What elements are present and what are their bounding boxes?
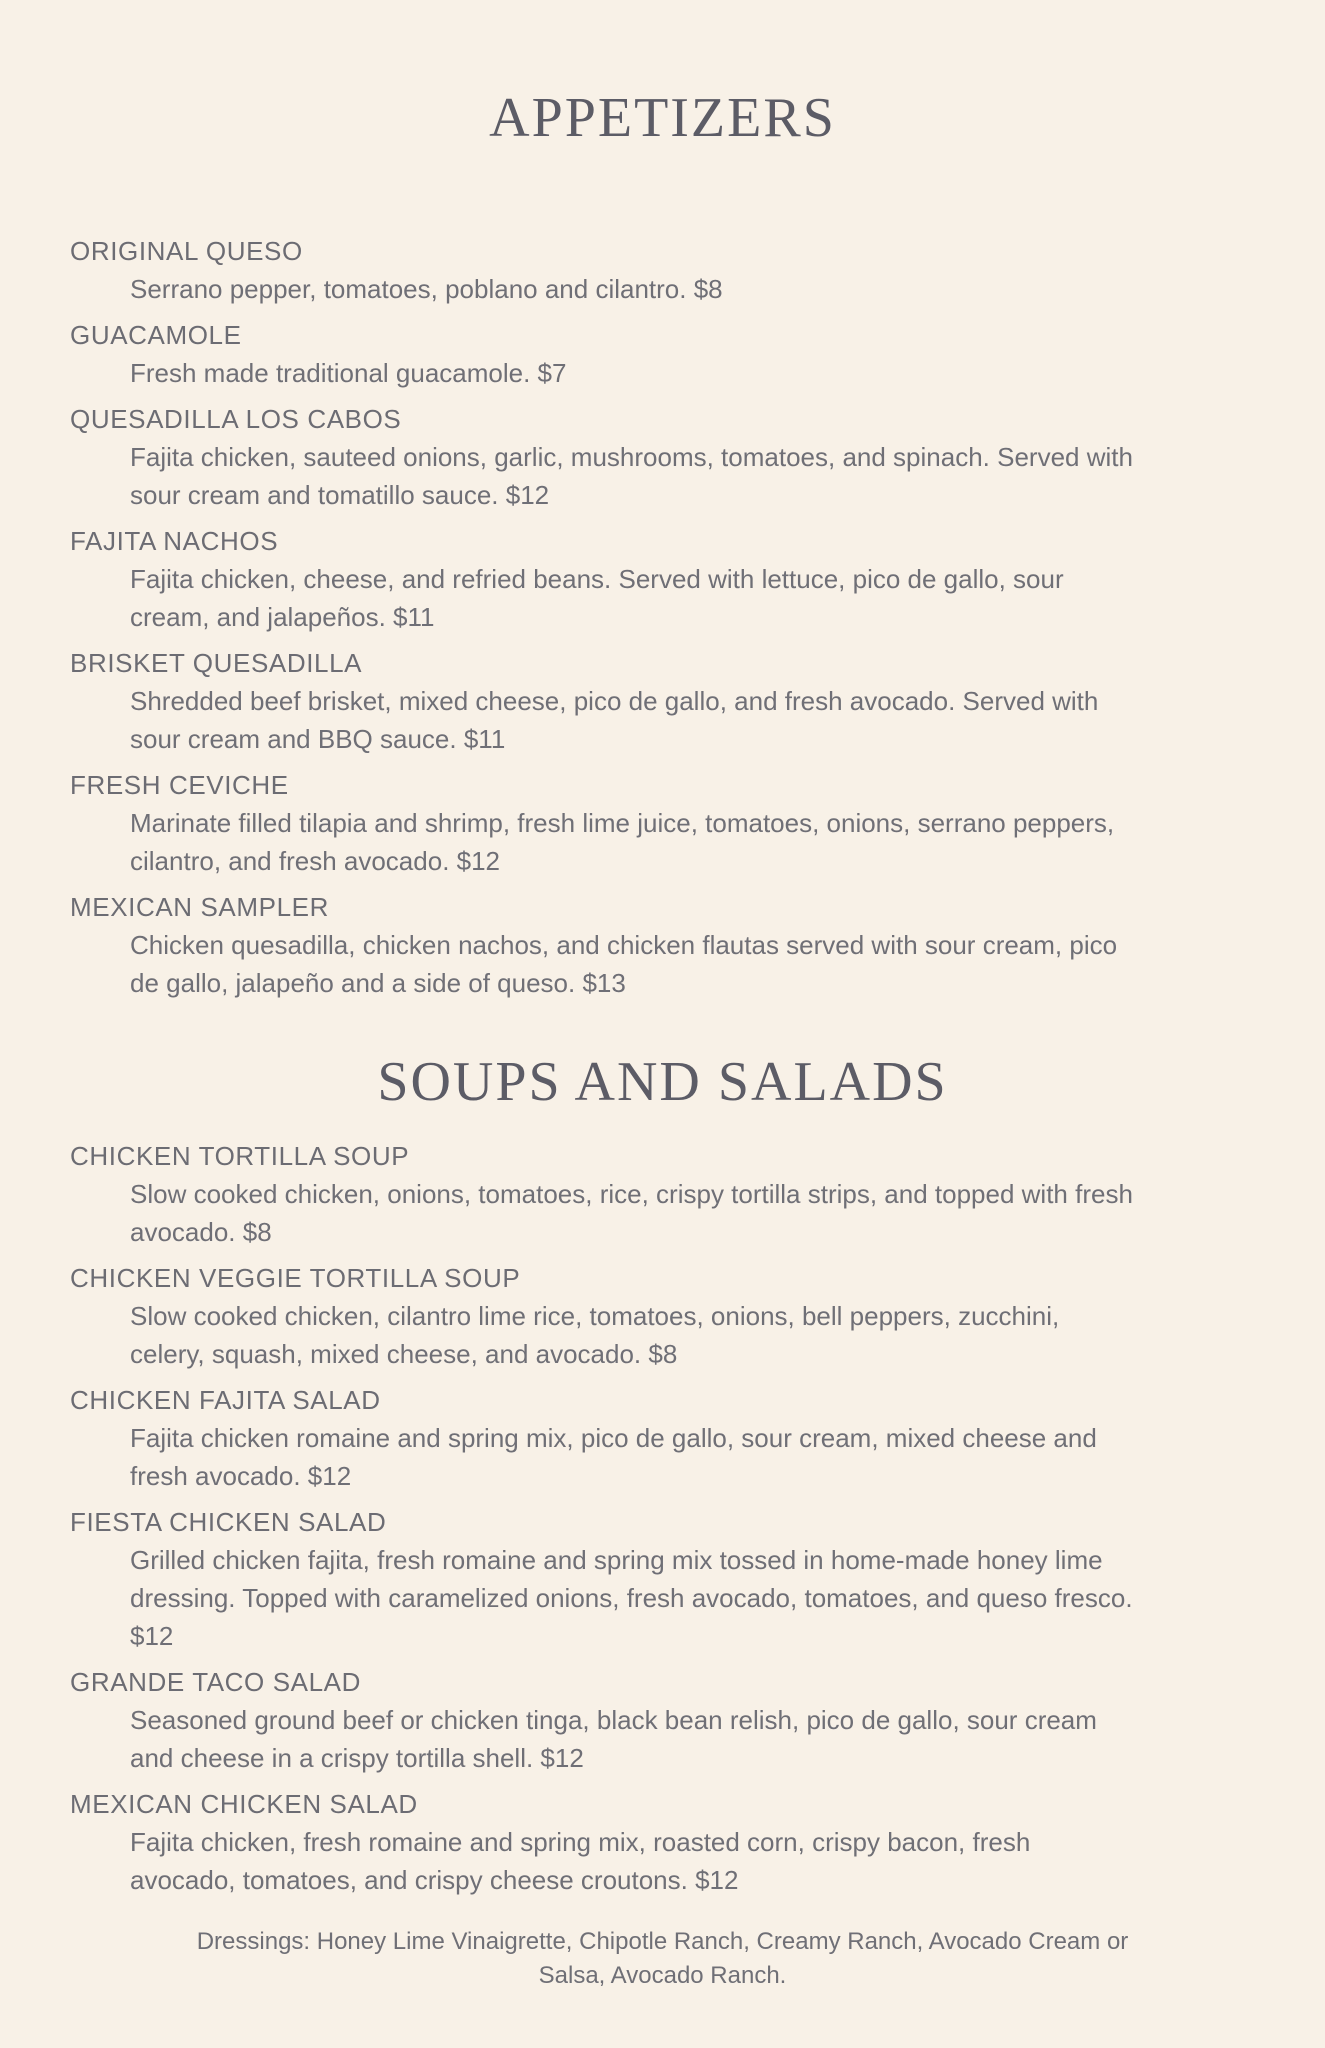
section-title-appetizers: APPETIZERS — [489, 87, 836, 149]
menu-item — [70, 644, 1255, 758]
item-description: Serrano pepper, tomatoes, poblano and cilantro. $8 — [130, 273, 723, 304]
item-description: Fresh made traditional guacamole. $7 — [130, 357, 567, 388]
item-name: FRESH CEVICHE — [70, 769, 289, 800]
item-name: GUACAMOLE — [70, 319, 242, 350]
section-soups-and-salads — [70, 1137, 1255, 1899]
item-name: MEXICAN CHICKEN SALAD — [70, 1789, 418, 1820]
item-name: FIESTA CHICKEN SALAD — [70, 1507, 387, 1538]
item-name: CHICKEN VEGGIE TORTILLA SOUP — [70, 1263, 521, 1294]
menu-item — [70, 316, 1255, 392]
menu-item — [70, 232, 1255, 308]
item-description: Fajita chicken romaine and spring mix, pico de gallo, sour cream, mixed cheese and fresh avocado. $12 — [130, 1423, 1097, 1492]
menu-item — [70, 1663, 1255, 1777]
menu-item — [70, 1137, 1255, 1251]
item-name: BRISKET QUESADILLA — [70, 647, 363, 678]
item-description: Shredded beef brisket, mixed cheese, pico de gallo, and fresh avocado. Served with sour cream and BBQ sauce. $11 — [130, 685, 1099, 754]
item-name: QUESADILLA LOS CABOS — [70, 403, 402, 434]
item-name: MEXICAN SAMPLER — [70, 891, 329, 922]
item-name: CHICKEN FAJITA SALAD — [70, 1385, 381, 1416]
item-name: FAJITA NACHOS — [70, 525, 279, 556]
menu-item — [70, 522, 1255, 636]
item-description: Fajita chicken, fresh romaine and spring mix, roasted corn, crispy bacon, fresh avocado, tomatoes, and crispy cheese croutons. $12 — [130, 1827, 1031, 1896]
item-name: CHICKEN TORTILLA SOUP — [70, 1141, 410, 1172]
item-description: Chicken quesadilla, chicken nachos, and chicken flautas served with sour cream, pico de gallo, jalapeño and a side of queso. $13 — [130, 929, 1118, 998]
menu-item — [70, 888, 1255, 1002]
item-description: Seasoned ground beef or chicken tinga, black bean relish, pico de gallo, sour cream and cheese in a crispy tortilla shell. $12 — [130, 1705, 1097, 1774]
item-name: GRANDE TACO SALAD — [70, 1667, 361, 1698]
menu-item — [70, 1259, 1255, 1373]
menu-item — [70, 1503, 1255, 1655]
menu-item — [70, 1381, 1255, 1495]
item-description: Fajita chicken, cheese, and refried beans. Served with lettuce, pico de gallo, sour cream, and jalapeños. $11 — [130, 563, 1064, 632]
menu-item — [70, 766, 1255, 880]
item-description: Slow cooked chicken, onions, tomatoes, rice, crispy tortilla strips, and topped with fresh avocado. $8 — [130, 1179, 1133, 1248]
item-description: Marinate filled tilapia and shrimp, fresh lime juice, tomatoes, onions, serrano peppers, cilantro, and fresh avocado. $12 — [130, 807, 1115, 876]
section-title-soups-and-salads: SOUPS AND SALADS — [377, 1050, 948, 1113]
section-appetizers — [70, 232, 1255, 1002]
item-description: Slow cooked chicken, cilantro lime rice, tomatoes, onions, bell peppers, zucchini, celery, squash, mixed cheese, and avocado. $8 — [130, 1301, 1060, 1370]
item-description: Grilled chicken fajita, fresh romaine and spring mix tossed in home-made honey lime dressing. Topped with caramelized onions, fresh avocado, tomatoes, and queso fresco. $12 — [130, 1545, 1133, 1652]
item-description: Fajita chicken, sauteed onions, garlic, mushrooms, tomatoes, and spinach. Served with sour cream and tomatillo sauce. $12 — [130, 441, 1133, 510]
menu-item — [70, 400, 1255, 514]
item-name: ORIGINAL QUESO — [70, 235, 303, 266]
dressings-footnote: Dressings: Honey Lime Vinaigrette, Chipotle Ranch, Creamy Ranch, Avocado Cream or Salsa, Avocado Ranch. — [196, 1928, 1129, 1990]
menu-item — [70, 1785, 1255, 1899]
